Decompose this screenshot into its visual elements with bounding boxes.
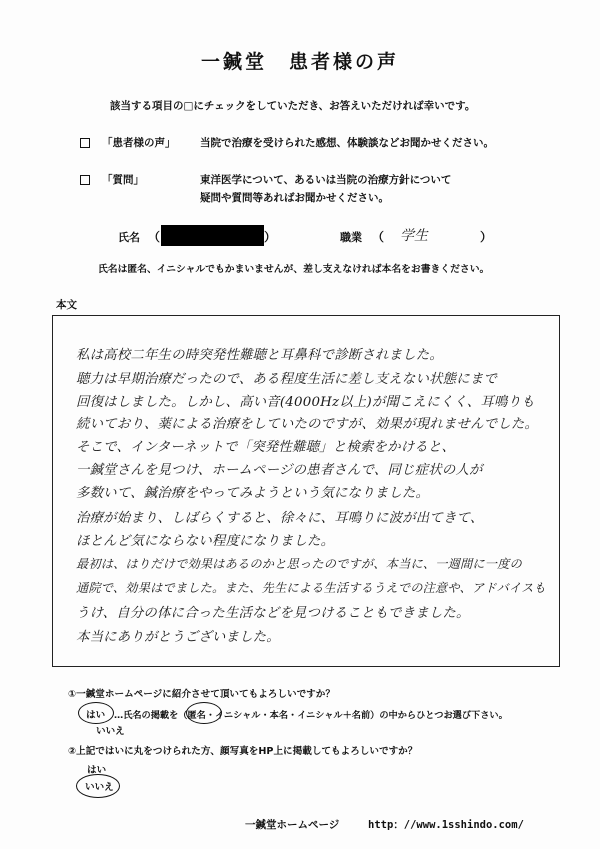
question-2: ②上記ではいに丸をつけられた方、顔写真をHP上に掲載してもよろしいですか？ [68,746,418,757]
body-line: 本当にありがとうございました。 [76,630,280,645]
option-voice-desc: 当院で治療を受けられた感想、体験談などお聞かせください。 [200,137,494,149]
page-title: 一鍼堂 患者様の声 [200,51,399,73]
body-line: 多数いて、鍼治療をやってみようという気になりました。 [76,486,430,501]
redacted-name [161,225,264,246]
body-line: 最初は、はりだけで効果はあるのかと思ったのですが、本当に、一週間に一度の [76,557,522,571]
body-line: 私は高校二年生の時突発性難聴と耳鼻科で診断されました。 [76,348,443,363]
body-line: そこで、インターネットで「突発性難聴」と検索をかけると、 [76,440,456,455]
q2-yes-option[interactable]: はい [87,765,107,776]
option-question-label: 「質問」 [102,174,144,186]
option-question-desc-2: 疑問や質問等あればお聞かせください。 [200,192,389,204]
question-1: ①一鍼堂ホームページに紹介させて頂いてもよろしいですか？ [68,689,335,700]
name-paren-open: （ [148,230,161,244]
body-label: 本文 [56,299,77,311]
body-line: 聴力は早期治療だったので、ある程度生活に差し支えない状態にまで [76,372,498,387]
option-question-desc: 東洋医学について、あるいは当院の治療方針について [200,174,452,186]
name-label: 氏名 [118,231,140,244]
job-paren-open: （ [372,230,385,244]
body-line: 一鍼堂さんを見つけ、ホームページの患者さんで、同じ症状の人が [76,463,483,478]
intro-text: 該当する項目の□にチェックをしていただき、お答えいただければ幸いです。 [110,100,476,112]
footer-url[interactable]: http：//www.1sshindo.com/ [368,819,524,831]
name-paren-close: ） [264,230,277,244]
body-line: 続いており、薬による治療をしていたのですが、効果が現れませんでした。 [76,417,539,432]
q1-yes-option[interactable]: はい [86,710,106,721]
body-line: 通院で、効果はでました。また、先生による生活するうえでの注意や、アドバイスも [76,581,546,595]
checkbox-question[interactable] [80,175,90,185]
q1-no-option[interactable]: いいえ [96,726,125,737]
job-value: 学生 [400,228,428,244]
checkbox-voice[interactable] [80,138,90,148]
name-note: 氏名は匿名、イニシャルでもかまいませんが、差し支えなければ本名をお書きください。 [98,264,490,275]
footer-site-name: 一鍼堂ホームページ [245,819,340,831]
job-label: 職業 [340,231,362,244]
q2-no-option[interactable]: いいえ [85,782,114,793]
body-line: 治療が始まり、しばらくすると、徐々に、耳鳴りに波が出てきて、 [76,511,484,526]
body-line: うけ、自分の体に合った生活などを見つけることもできました。 [76,606,470,621]
job-paren-close: ） [480,230,493,244]
circle-mark-q1-anonymous [186,702,222,724]
body-line: 回復はしました。しかし、高い音(4000Hz以上)が聞こえにくく、耳鳴りも [76,395,535,410]
option-voice-label: 「患者様の声」 [102,137,176,149]
body-line: ほとんど気にならない程度になりました。 [76,534,335,549]
q1-detail: …氏名の掲載を（匿名・イニシャル・本名・イニシャル＋名前）の中からひとつお選び下さい。 [114,710,508,721]
